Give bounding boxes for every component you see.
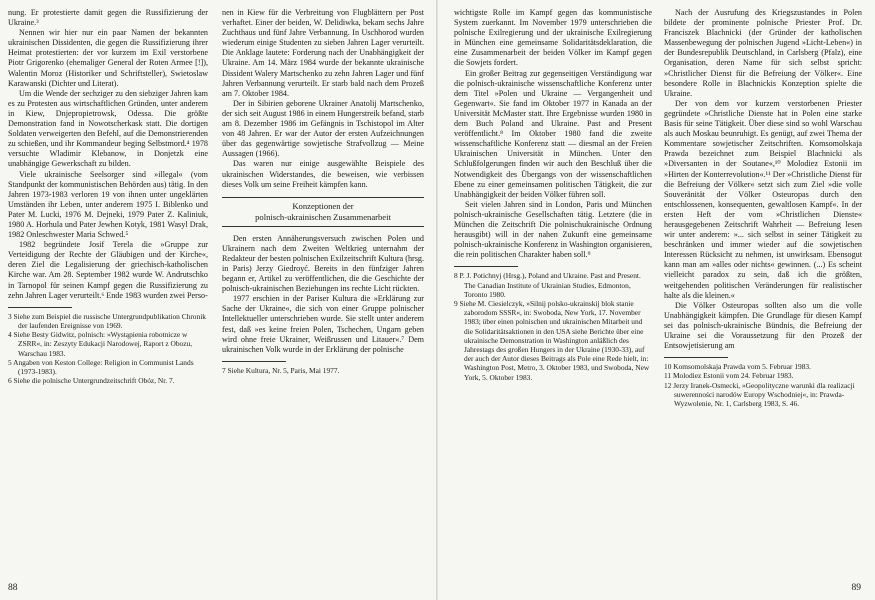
- paragraph: wichtigste Rolle im Kampf gegen das kommunistische System zuerkannt. Im November 1979 unterschrieben die polnische Exilregierung und der ukrainische Exilregierung in München eine gemeinsame Solidaritätsdeklaration, die eine Zusammenarbeit der beiden Völker im Kampf gegen die Sowjets fordert.: [454, 8, 652, 68]
- heading-line-1: Konzeptionen der: [292, 200, 354, 211]
- paragraph: nung. Er protestierte damit gegen die Russifizierung der Ukraine.³: [8, 8, 208, 28]
- left-column-2: [222, 8, 424, 375]
- footnote: 5 Angaben von Keston College: Religion in Communist Lands (1973-1983).: [8, 357, 194, 376]
- paragraph: Nach der Ausrufung des Kriegszustandes in Polen bildete der prominente polnische Priester Prof. Dr. Franciszek Blachnicki (der Gründer der katholischen Massenbewegung der polnischen Jugend »Licht-Leben«) in der Bundesrepublik Deutschland, in Carlsberg (Pfalz), eine Organisation, deren Name für sich selbst spricht: »Christlicher Dienst für die Befreiung der Völker«. Eine besondere Rolle in Blachnickis Konzeption spielte die Ukraine.: [664, 8, 862, 98]
- footnotes: [8, 312, 208, 386]
- footnotes: [222, 366, 424, 375]
- footnote-rule: [664, 357, 728, 358]
- section-heading: [222, 197, 424, 227]
- heading-line-2: polnisch-ukrainischen Zusammenarbeit: [255, 211, 391, 222]
- paragraph: Der von dem vor kurzem verstorbenen Priester gegründete »Christliche Dienste hat in Polen eine starke Basis für seine Tätigkeit. Über diese sind so wohl Warschau als auch Moskau beunruhigt. Es genügt, auf zwei Thema der Kommentare sowjetischer Zeitschriften. Komsomolskaja Prawda bezeichnet zum Beispiel Blachnicki als »Diversanten in der Soutane«,¹⁰ Molodiez Estonii im »Hirten der Konterrevolution«.¹¹ Der »Christliche Dienst für die Befreiung der Völker« setzt sich zum Ziel »die volle Souveränität der Völker Osteuropas durch den entschlossenen, konsequenten, gewaltlosen Kampf«. In der ersten Heft der vom »Christlichen Dienste« herausgegebenen Zeitschrift Wahrheit — Befreiung lesen wir unter anderem: »... sich selbst in seiner Tätigkeit zu beschränken und immer wieder auf die sowjetischen Interessen Rücksicht zu nehmen, ist unwirksam. Ebensogut kann man am »alles oder nichts« gewinnen. (...) Es scheint vielleicht paradox zu sein, daß ich die größten, weitgehenden politischen Veränderungen für realistischer halte als die kleinen.«: [664, 98, 862, 300]
- footnote: 8 P. J. Potichnyj (Hrsg.), Poland and Ukraine. Past and Present. The Canadian Institute of Ukrainian Studies, Edmonton, Toronto 1980.: [454, 271, 641, 299]
- right-page: [438, 0, 875, 600]
- footnote: 7 Siehe Kultura, Nr. 5, Paris, Mai 1977.: [222, 365, 340, 375]
- footnote: 4 Siehe Besty Gidwitz, polnisch: »Wystąpienia robotnicze w ZSRR«, in: Zeszyty Edukacji Narodowej, Raport z Obozu, Warschau 1983.: [8, 330, 193, 358]
- footnote-rule: [454, 266, 518, 267]
- footnote-rule: [8, 307, 72, 308]
- footnotes: [664, 362, 862, 408]
- paragraph: Nennen wir hier nur ein paar Namen der bekannten ukrainischen Dissidenten, die gegen die Russifizierung ihrer Heimat protestierten: der vor kurzem im Exil verstorbene Piotr Grigorenko (ehemaliger General der Roten Armee [!]), Walentin Moroz (Historiker und Schriftsteller), Swietoslaw Karawanski (Dichter und Literat).: [8, 28, 208, 88]
- page-number: 88: [8, 583, 18, 593]
- paragraph: Ein großer Beitrag zur gegenseitigen Verständigung war die polnisch-ukrainische wissenschaftliche Konferenz unter dem Titel »Polen und Ukraine — Vergangenheit und Gegenwart«. Sie fand im Oktober 1977 in Kanada an der Universität McMaster statt. Ihre Ergebnisse wurden 1980 in dem Buch Poland and Ukraine. Past and Present veröffentlicht.⁸ Im Oktober 1980 fand die zweite wissenschaftliche Konferenz statt — diesmal an der Freien Ukrainischen Universität in München. Unter den Schlußfolgerungen finden wir auch den Beschluß über die Notwendigkeit des Übergangs von der wissenschaftlichen Ebene zu einer gemeinsamen politischen Tätigkeit, die zur Unabhängigkeit der beiden Völker führen soll.: [454, 68, 652, 199]
- paragraph: 1977 erschien in der Pariser Kultura die »Erklärung zur Sache der Ukraine«, die sich von einer Gruppe polnischer Intellektueller unterschrieben wurde. Sie stellt unter anderem fest, daß »es keine freien Polen, Tschechen, Ungarn geben wird ohne freie Ukrainer, Weißrussen und Litauer«.⁷ Dem ukrainischen Volk wurde in der Erklärung der polnische: [222, 294, 424, 354]
- footnote: 3 Siehe zum Beispiel die russische Untergrundpublikation Chronik der laufenden Ereignisse von 1969.: [8, 311, 206, 330]
- paragraph: Seit vielen Jahren sind in London, Paris und München polnisch-ukrainische Gesellschaften tätig. Letztere (die in München die Zeitschrift Die polnischukrainische Ordnung herausgibt) will in der nahen Zukunft eine gemeinsame polnisch-ukrainische Konferenz in Washington organisieren, die rein politischen Charakter haben soll.⁹: [454, 199, 652, 260]
- page-number: 89: [851, 583, 861, 593]
- footnote: 11 Molodiez Estonii vom 24. Februar 1983.: [664, 371, 794, 381]
- left-column-1: [8, 8, 208, 385]
- footnote: 10 Komsomolskaja Prawda vom 5. Februar 1983.: [664, 362, 811, 372]
- footnote: 9 Siehe M. Ciesielczyk, »Silnij polsko-ukrainskij blok stanie zaborodom SSSR«, in: Swoboda, New York, 17. November 1983; über einen polnischen und ukrainischen Mitarbeit und die Solidaritätsaktionen in den USA siehe Berichte über eine ukrainische Demonstration in Washington anläßlich des Jahrestags des großen Hungers in der Ukraine (1930-33), auf der auch der Autor dieses Beitrags als Pole eine Rede hielt, in: Washington Post, Metro, 3. Oktober 1983, und Swoboda, New York, 5. Oktober 1983.: [454, 298, 650, 382]
- paragraph: Um die Wende der sechziger zu den siebziger Jahren kam es zu Protesten aus wirtschaftlichen Gründen, unter anderem in Kiew, Dnjepropietrowsk, Odessa. Die größte Demonstration fand in Nowotscherkask statt. Die dortigen Soldaten verweigerten den Befehl, auf die Demonstrierenden zu schießen, und ihr Kommandeur beging Selbstmord.⁴ 1978 versuchte Wladimir Klebanow, in Donjetzk eine unabhängige Gewerkschaft zu bilden.: [8, 88, 208, 169]
- paragraph: nen in Kiew für die Verbreitung von Flugblättern per Post verhaftet. Einer der beiden, W. Delidiwka, bekam sechs Jahre Zuchthaus und fünf Jahre Verbannung. In Uschhorod wurden wiederum einige Studenten zu sieben Jahren Lager verurteilt. Die Anklage lautete: Forderung nach der Unabhängigkeit der Ukraine. Am 14. März 1984 wurde der bekannte ukrainische Dissident Walery Martschenko zu zehn Jahren Lager und fünf Jahren Verbannung verurteilt. Er starb bald nach dem Prozeß am 7. Oktober 1984.: [222, 8, 424, 98]
- paragraph: Das waren nur einige ausgewählte Beispiele des ukrainischen Widerstandes, die beweisen, wie verbissen dieses Volk um seine Freiheit kämpfen kann.: [222, 159, 424, 189]
- footnotes: [454, 271, 652, 381]
- paragraph: 1982 begründete Josif Terela die »Gruppe zur Verteidigung der Rechte der Gläubigen und der Kirche«, deren Ziel die Legalisierung der griechisch-katholischen Kirche war. Am 28. September 1982 wurde W. Andrutschko in Tarnopol für seinen Kampf gegen die Russifizierung zu zehn Jahren Lager verurteilt.⁶ Ende 1983 wurden zwei Perso-: [8, 240, 208, 300]
- paragraph: Viele ukrainische Seelsorger sind »illegal« (vom Standpunkt der kommunistischen Behörden aus) tätig. In den Jahren 1973-1983 verloren 19 von ihnen unter ungeklärten Umständen ihr Leben, unter anderem 1975 I. Biblenko und Pater M. Lucki, 1976 M. Dejneki, 1979 Pater Z. Kaliniuk, 1980 A. Horhula und Pater Jewhen Kotyk, 1981 Wasyl Drak, 1982 Onleschwester Maria Schwed.⁵: [8, 169, 208, 240]
- footnote: 6 Siehe die polnische Untergrundzeitschrift Obóz, Nr. 7.: [8, 376, 175, 386]
- footnote: 12 Jerzy Iranek-Osmecki, »Geopolityczne warunki dla realizacji suwerenności narodów Europy Wschodniej«, in: Prawda-Wyzwolenie, Nr. 1, Carlsberg 1983, S. 46.: [664, 380, 855, 408]
- paragraph: Der in Sibirien geborene Ukrainer Anatolij Martschenko, der sich seit August 1986 in einem Hungerstreik befand, starb am 8. Dezember 1986 im Gefängnis in Tschistopol im Alter von 48 Jahren. Er war der Autor der ersten Aufzeichnungen über das gegenwärtige sowjetische Strafvollzug — Meine Aussagen (1966).: [222, 98, 424, 159]
- footnote-rule: [222, 361, 286, 362]
- left-page: [0, 0, 437, 600]
- right-column-2: [664, 8, 862, 408]
- paragraph: Die Völker Osteuropas sollten also um die volle Unabhängigkeit kämpfen. Die Grundlage für diesen Kampf sei das polnisch-ukrainische Bündnis, die Befreiung der Ukraine sei die Voraussetzung für den Prozeß der Entsowjetisierung am: [664, 300, 862, 351]
- paragraph: Den ersten Annäherungsversuch zwischen Polen und Ukrainern nach dem Zweiten Weltkrieg unternahm der Redakteur der besten polnischen Exilzeitschrift Kultura (hrsg. in Paris) Jerzy Giedroyć. Bereits in den fünfziger Jahren begann er, Artikel zu veröffentlichen, die die Geschichte der polnisch-ukrainischen Beziehungen ins rechte Licht rückten.: [222, 233, 424, 294]
- right-column-1: [454, 8, 652, 382]
